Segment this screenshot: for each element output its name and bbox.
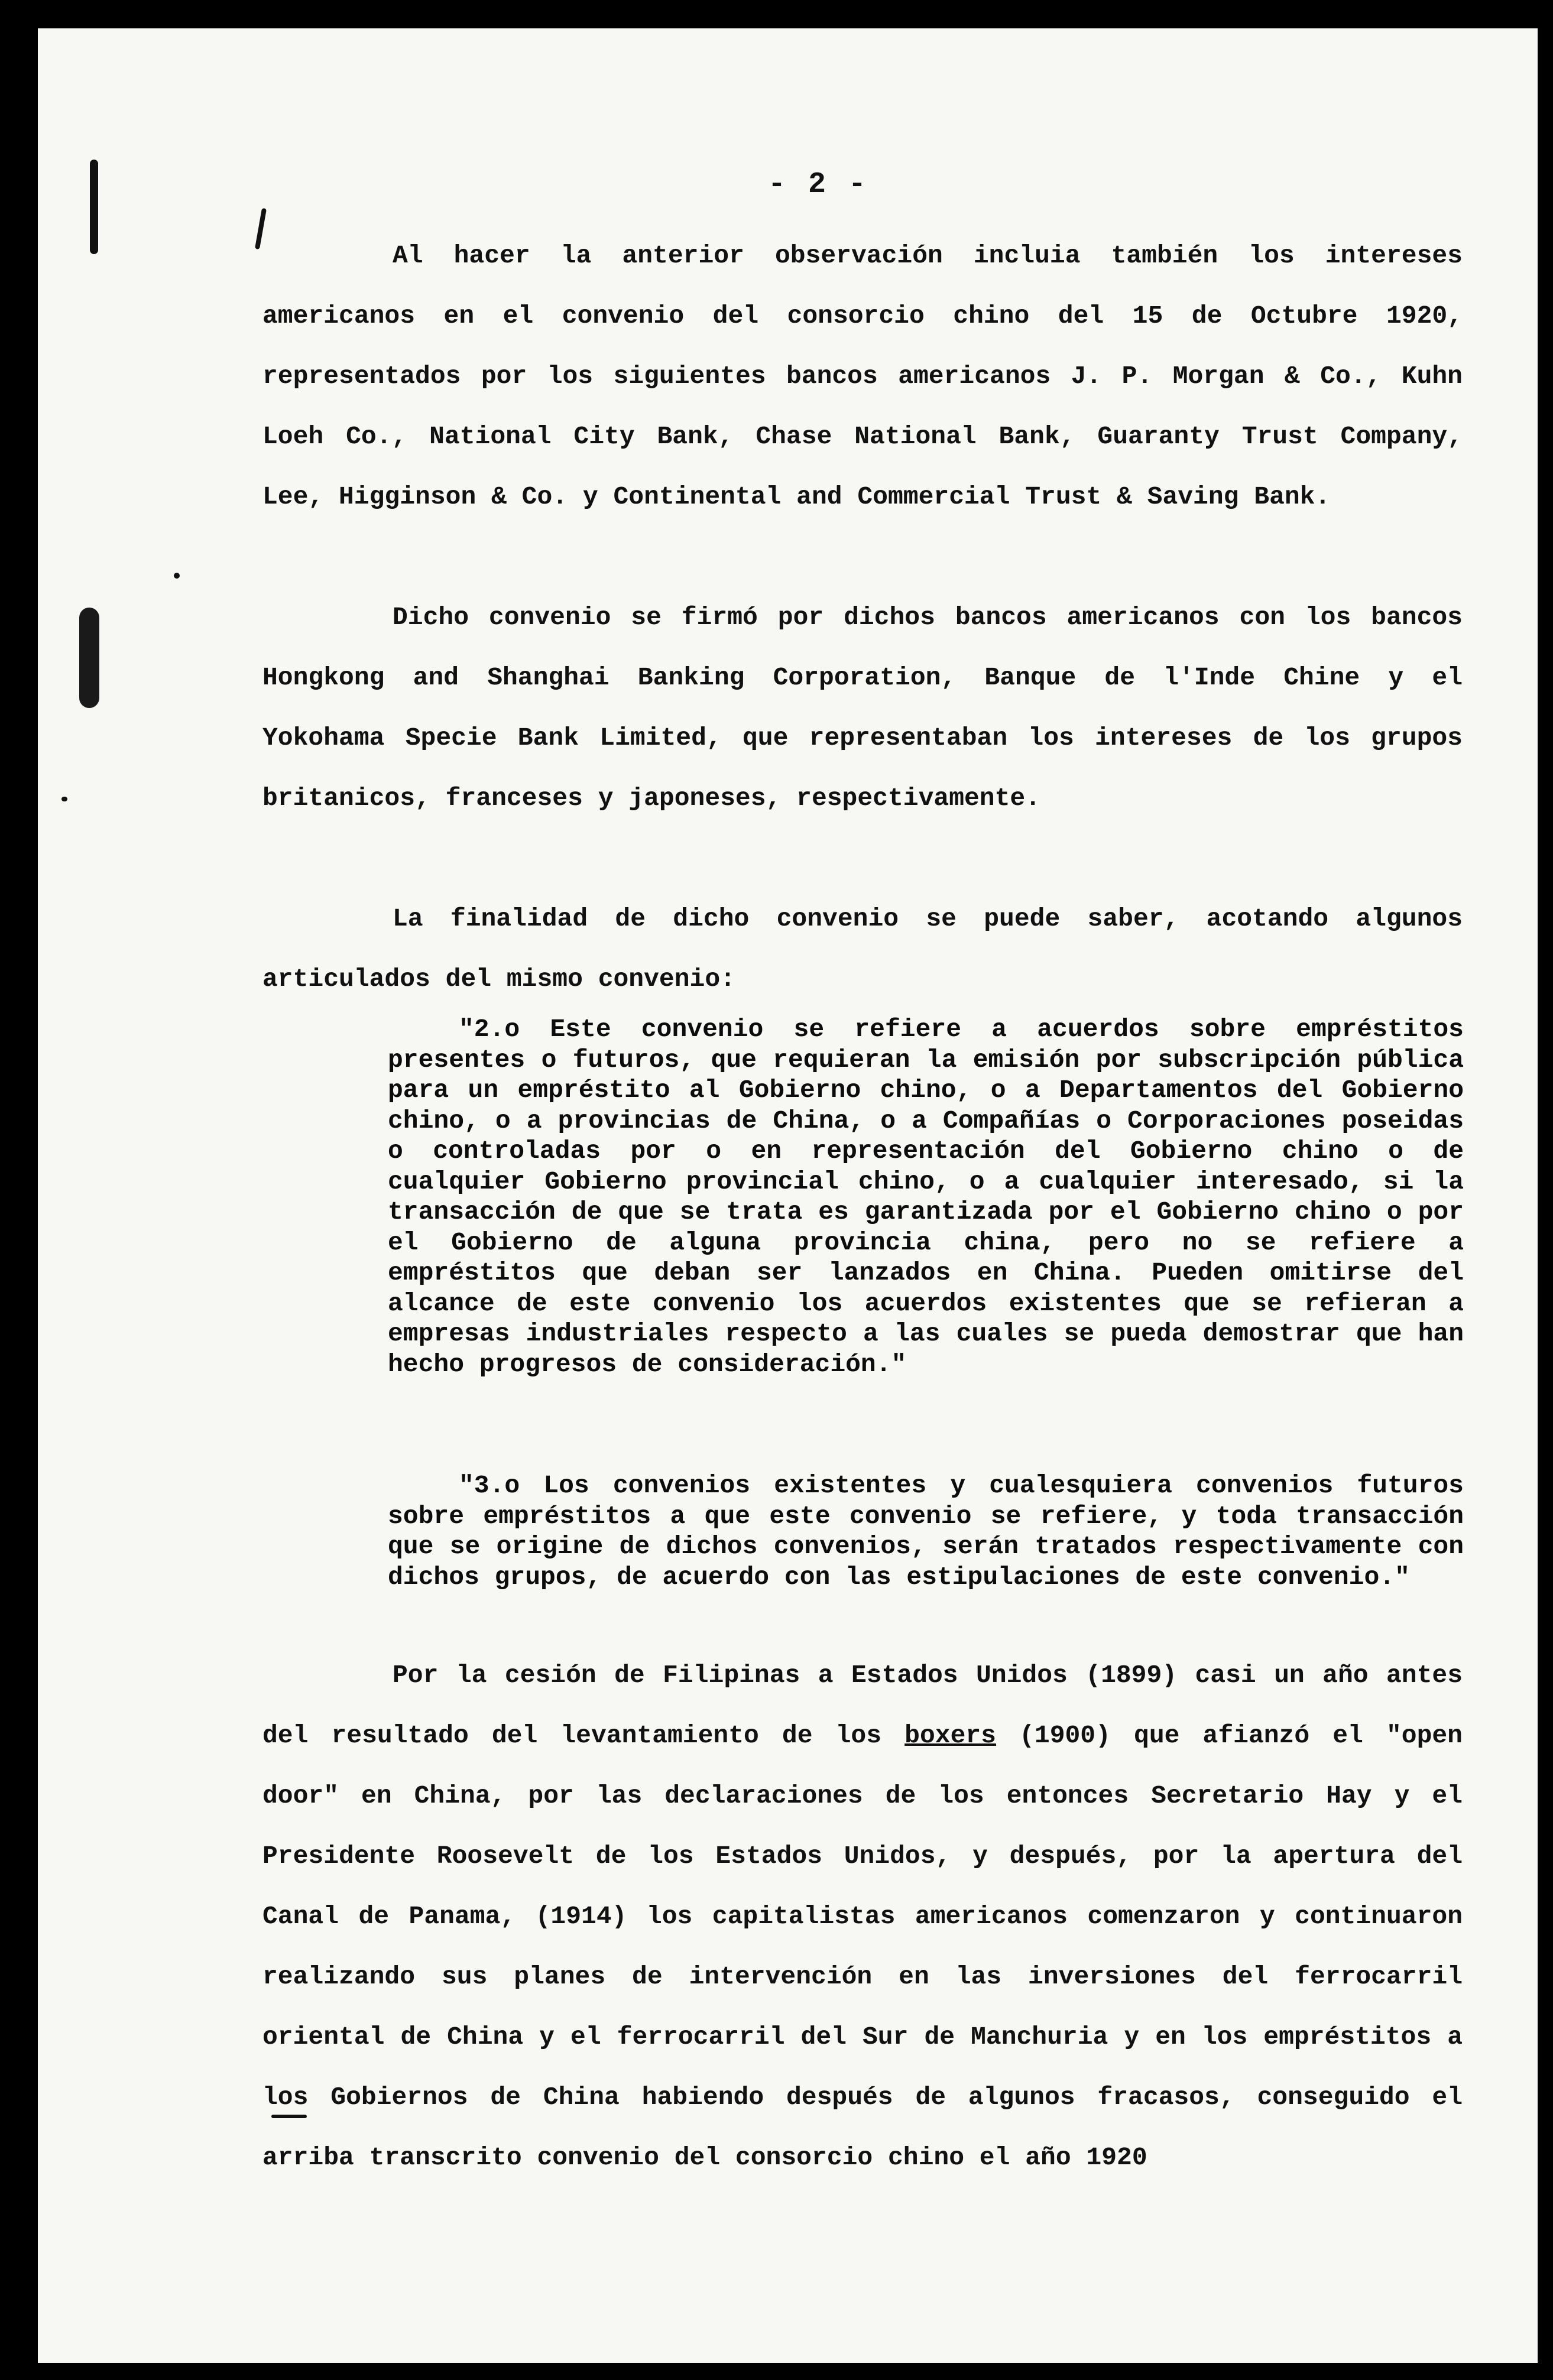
document-page [38, 28, 1538, 2363]
paragraph-text: La finalidad de dicho convenio se puede saber, acotando algunos articulados del mismo convenio: [262, 904, 1463, 993]
binding-mark [90, 160, 98, 254]
paragraph-intro [262, 226, 1463, 527]
quote-text: "2.o Este convenio se refiere a acuerdos sobre empréstitos presentes o futuros, que requieran la emisión por subscripción pública para un empréstito al Gobierno chino, o a Departamentos del Gobierno chino, o a provincias de China, o a Compañías o Corporaciones poseidas o controladas por o en representación del Gobierno chino o de cualquier Gobierno provincial chino, o a cualquier interesado, si la transacción de que se trata es garantizada por el Gobierno chino o por el Gobierno de alguna provincia china, pero no se refiere a empréstitos que deban ser lanzados en China. Pueden omitirse del alcance de este convenio los acuerdos existentes que se refieran a empresas industriales respecto a las cuales se pueda demostrar que han hecho progresos de consideración." [388, 1015, 1464, 1379]
paragraph-history [262, 1645, 1463, 2188]
paragraph-text: Dicho convenio se firmó por dichos bancos americanos con los bancos Hongkong and Shanghai Banking Corporation, Banque de l'Inde Chine y el Yokohama Specie Bank Limited, que representaban los intereses de los grupos britanicos, franceses y japoneses, respectivamente. [262, 603, 1463, 813]
paragraph-text-part: Por la cesión de Filipinas a Estados Unidos (1899) casi un año antes del resultado del levantamiento de los [262, 1661, 1463, 1750]
binding-mark [79, 608, 99, 708]
paragraph-purpose [262, 889, 1463, 1009]
underlined-word: boxers [904, 1721, 996, 1750]
quoted-article-3 [388, 1470, 1464, 1592]
ink-speck [61, 797, 67, 801]
quoted-article-2 [388, 1014, 1464, 1379]
paragraph-signatories [262, 587, 1463, 829]
ink-speck [174, 573, 180, 579]
paragraph-text: Al hacer la anterior observación incluia también los intereses americanos en el convenio del consorcio chino del 15 de Octubre 1920, representados por los siguientes bancos americanos J. P. Morgan & Co., Kuhn Loeh Co., National City Bank, Chase National Bank, Guaranty Trust Company, Lee, Higginson & Co. y Continental and Commercial Trust & Saving Bank. [262, 241, 1463, 511]
paragraph-text [262, 1645, 1463, 2188]
quote-text: "3.o Los convenios existentes y cualesquiera convenios futuros sobre empréstitos a que este convenio se refiere, y toda transacción que se origine de dichos convenios, serán tratados respectivamente con dichos grupos, de acuerdo con las estipulaciones de este convenio." [388, 1471, 1464, 1592]
paragraph-text-part: (1900) que afianzó el "open door" en China, por las declaraciones de los entonces Secretario Hay y el Presidente Roosevelt de los Estados Unidos, y después, por la apertura del Canal de Panama, (1914) los capitalistas americanos comenzaron y continuaron realizando sus planes de intervención en las inversiones del ferrocarril oriental de China y el ferrocarril del Sur de Manchuria y en los empréstitos a los Gobiernos de China habiendo después de algunos fracasos, conseguido el arriba transcrito convenio del consorcio chino el año 1920 [262, 1721, 1463, 2172]
page-number: - 2 - [768, 168, 869, 202]
